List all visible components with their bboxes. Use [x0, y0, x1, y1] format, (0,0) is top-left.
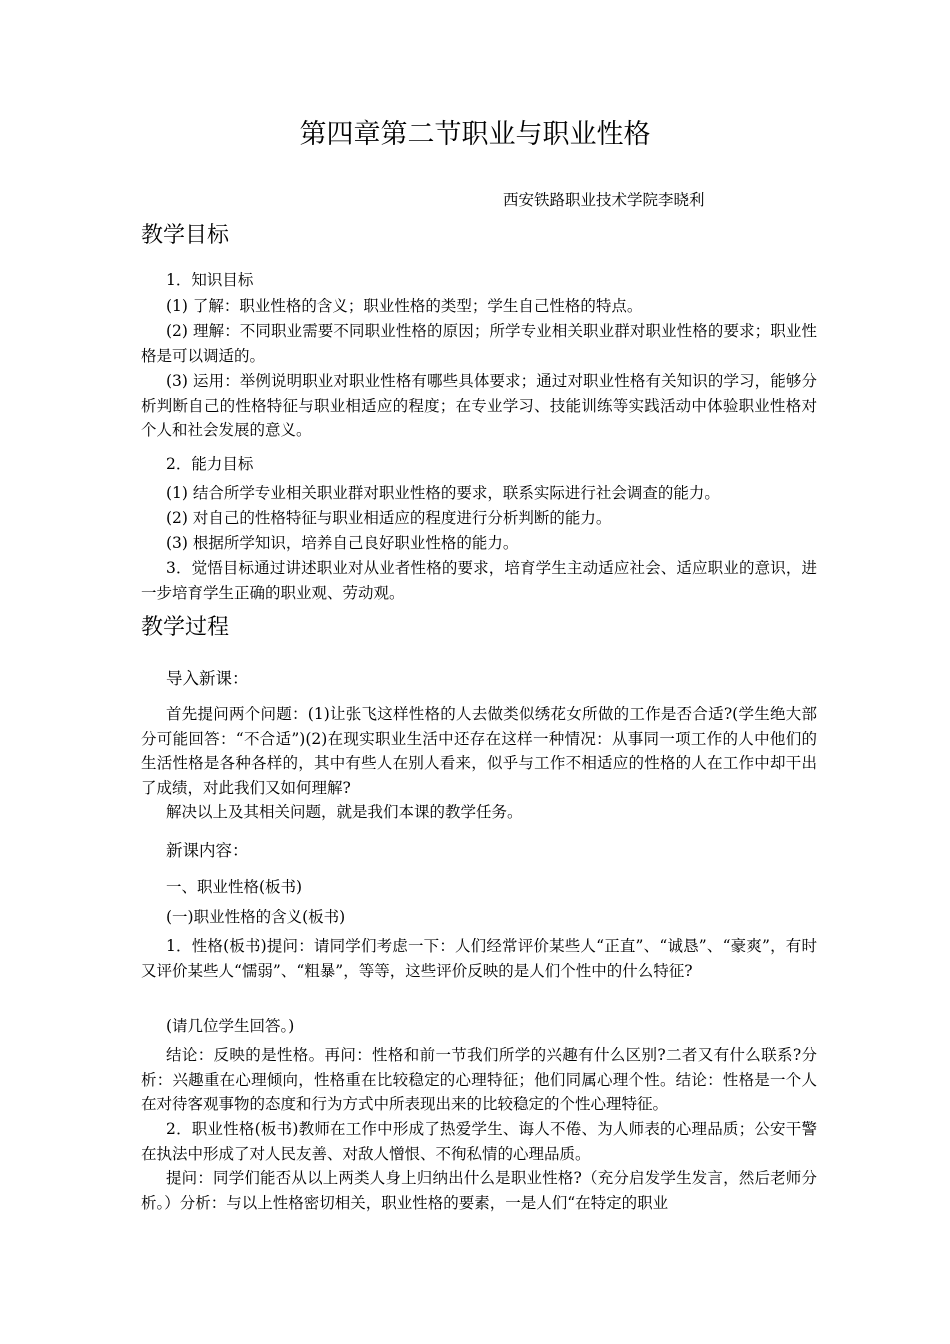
awareness-goal: 3．觉悟目标通过讲述职业对从业者性格的要求，培育学生主动适应社会、适应职业的意识，进一步培育学生正确的职业观、劳动观。: [141, 559, 817, 602]
ability-goal-2: (2) 对自己的性格特征与职业相适应的程度进行分析判断的能力。: [166, 509, 612, 527]
new-content-heading: 新课内容：: [166, 841, 249, 860]
knowledge-goal-2: (2) 理解：不同职业需要不同职业性格的原因；所学专业相关职业群对职业性格的要求；职业性格是可以调适的。: [141, 322, 817, 365]
subsection-1: 一、职业性格(板书): [166, 878, 303, 896]
question-3: 提问：同学们能否从以上两类人身上归纳出什么是职业性格?（充分启发学生发言，然后老师分析。）分析：与以上性格密切相关，职业性格的要素，一是人们“在特定的职业: [141, 1169, 817, 1212]
intro-paragraph-1: 首先提问两个问题：(1)让张飞这样性格的人去做类似绣花女所做的工作是否合适?(学生绝大部分可能回答：“不合适”)(2)在现实职业生活中还存在这样一种情况：从事同一项工作的人中他们的生活性格是各种各样的，其中有些人在别人看来，似乎与工作不相适应的性格的人在工作中却干出了成绩，对此我们又如何理解?: [141, 705, 817, 797]
ability-goal-heading: 2．能力目标: [166, 455, 254, 473]
subsection-1-1: (一)职业性格的含义(板书): [166, 908, 346, 926]
section-heading-goals: 教学目标: [141, 223, 230, 248]
conclusion-paragraph: 结论：反映的是性格。再问：性格和前一节我们所学的兴趣有什么区别?二者又有什么联系?分析：兴趣重在心理倾向，性格重在比较稳定的心理特征；他们同属心理个性。结论：性格是一个人在对待客观事物的态度和行为方式中所表现出来的比较稳定的个性心理特征。: [141, 1046, 817, 1113]
section-heading-process: 教学过程: [141, 615, 230, 640]
knowledge-goal-1: (1) 了解：职业性格的含义；职业性格的类型；学生自己性格的特点。: [166, 297, 643, 315]
question-2: 2．职业性格(板书)教师在工作中形成了热爱学生、诲人不倦、为人师表的心理品质；公安干警在执法中形成了对人民友善、对敌人憎恨、不徇私情的心理品质。: [141, 1120, 817, 1163]
intro-paragraph-2: 解决以上及其相关问题，就是我们本课的教学任务。: [166, 803, 523, 821]
ability-goal-1: (1) 结合所学专业相关职业群对职业性格的要求，联系实际进行社会调查的能力。: [166, 484, 720, 502]
document-title: 第四章第二节职业与职业性格: [299, 119, 651, 150]
knowledge-goal-3: (3) 运用：举例说明职业对职业性格有哪些具体要求；通过对职业性格有关知识的学习，能够分析判断自己的性格特征与职业相适应的程度；在专业学习、技能训练等实践活动中体验职业性格对个人和社会发展的意义。: [141, 372, 817, 439]
ability-goal-3: (3) 根据所学知识，培养自己良好职业性格的能力。: [166, 534, 519, 552]
knowledge-goal-heading: 1．知识目标: [166, 271, 254, 289]
intro-heading: 导入新课：: [166, 669, 249, 688]
question-1-note: (请几位学生回答。): [166, 1017, 295, 1035]
author-line: 西安铁路职业技术学院李晓利: [503, 191, 705, 209]
question-1: 1．性格(板书)提问：请同学们考虑一下：人们经常评价某些人“正直”、“诚恳”、“豪爽”，有时又评价某些人“懦弱”、“粗暴”，等等，这些评价反映的是人们个性中的什么特征?: [141, 937, 817, 980]
